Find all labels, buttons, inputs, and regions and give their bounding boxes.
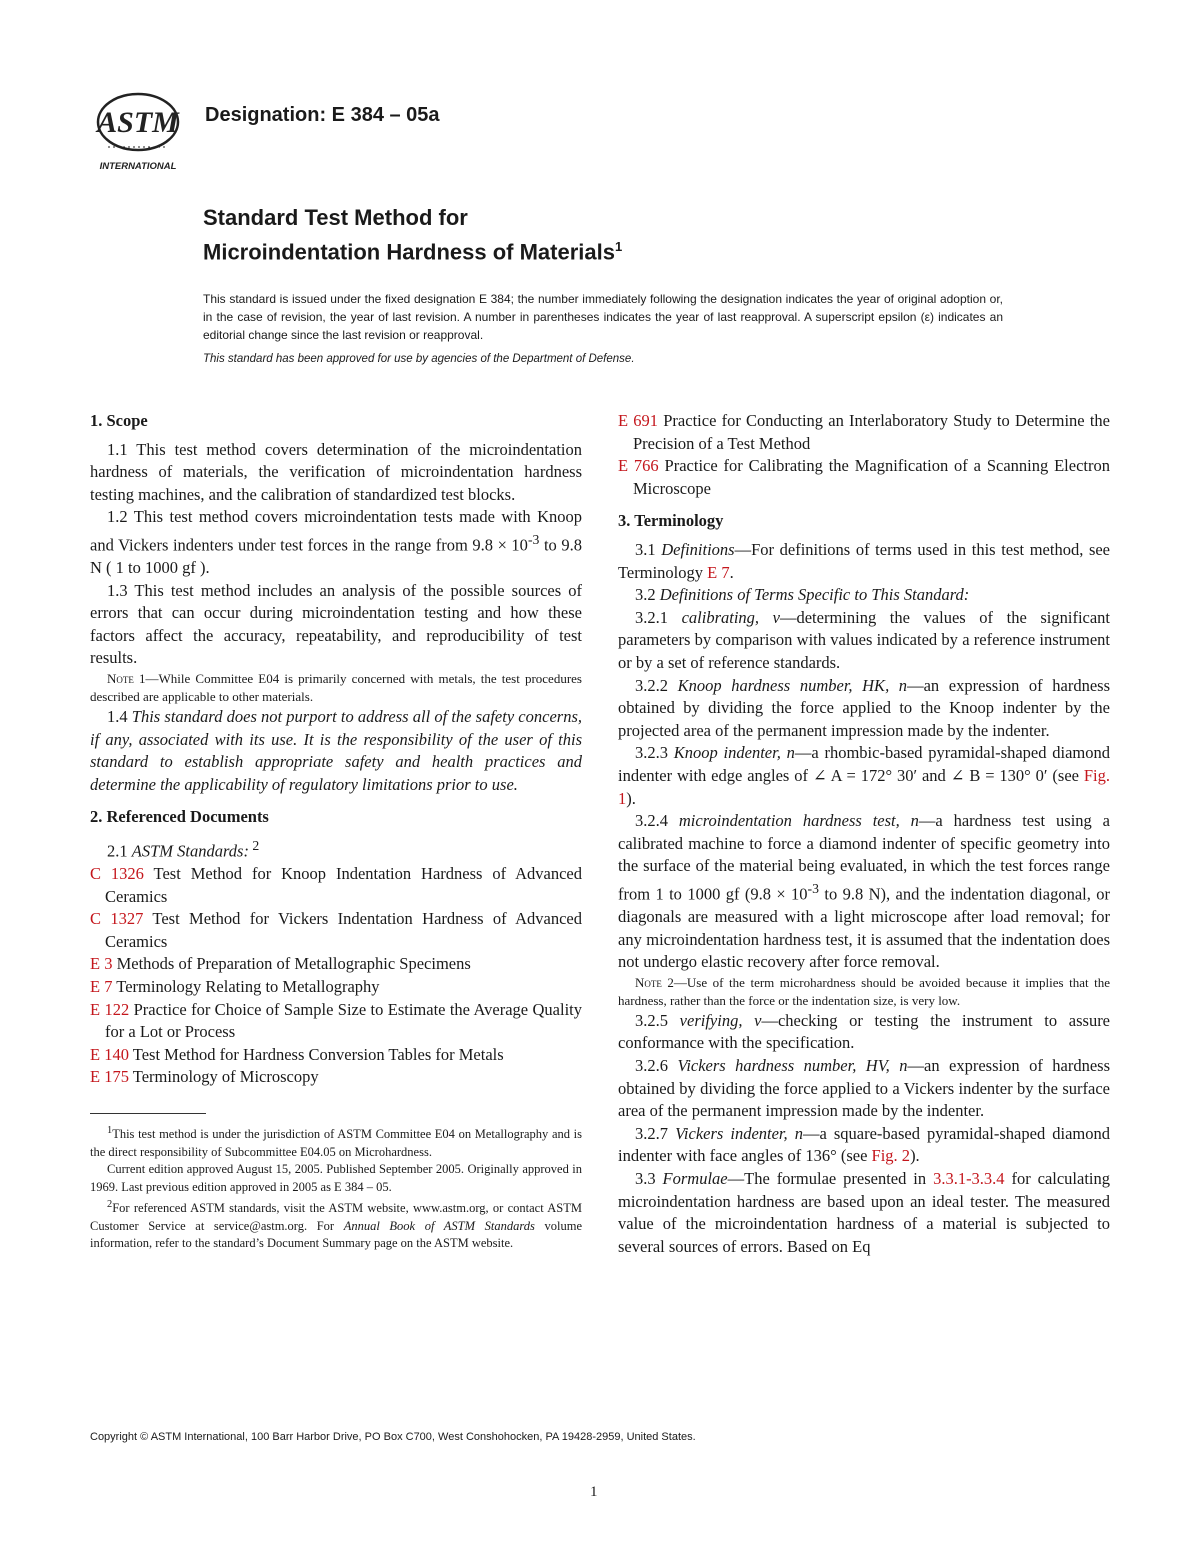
ref-link[interactable]: E 122: [90, 999, 130, 1019]
scope-heading-text: Scope: [106, 411, 148, 430]
terminology-heading-text: Terminology: [634, 511, 724, 531]
astm-standards-sub: [90, 835, 582, 863]
terminology-heading: [618, 510, 1110, 533]
footnote-1-mark: 1: [107, 1125, 113, 1137]
term-3-2-1-term: calibrating, v: [681, 607, 780, 627]
term-3-2-5: [618, 1010, 1110, 1055]
term-3-2-6-text: —an expression of hardness obtained by dividing the force applied to a Vickers indenter by the surface area of the permanent impression made by the indenter.: [618, 1055, 1111, 1121]
ref-link[interactable]: C 1326: [90, 864, 144, 884]
term-3-2-7-text: —a square-based pyramidal-shaped diamond indenter with face angles of 136° (see: [618, 1123, 1110, 1166]
ref-item: [90, 863, 582, 908]
section-3-3-link[interactable]: 3.3.1-3.3.4: [933, 1168, 1005, 1188]
footnote-1b: Current edition approved August 15, 2005. Published September 2005. Originally approved in 1969. Last previous edition approved in 2005 as E 384 – 05.: [90, 1162, 582, 1194]
note-2: [618, 974, 1110, 1010]
left-column: [90, 410, 582, 1253]
ref-item: [90, 1066, 582, 1089]
title-line2: Microindentation Hardness of Materials: [203, 239, 615, 265]
footnote-1-text: This test method is under the jurisdiction of ASTM Committee E04 on Metallography and is the direct responsibility of Subcommittee E04.05 on Microhardness.: [90, 1127, 582, 1159]
logo-text: ASTM: [97, 106, 179, 139]
ref-text: Terminology of Microscopy: [128, 1067, 319, 1087]
term-3-2-5-text: —checking or testing the instrument to assure conformance with the specification.: [618, 1010, 1111, 1053]
page-number: 1: [590, 1484, 598, 1500]
term-3-3-term: Formulae: [662, 1168, 728, 1188]
document-title: [203, 203, 622, 266]
footnote-divider: [90, 1113, 206, 1114]
astm-standards-num: 2.1: [107, 841, 132, 861]
term-3-3-end: for calculating microindentation hardness are based upon an ideal tester. The measured value of the microindentation hardness of a material is subjected to several sources of errors. Based on Eq: [618, 1168, 1111, 1256]
scope-1-2-b: to 9.8 N ( 1 to 1000 gf ).: [90, 535, 582, 578]
ref-text: Test Method for Vickers Indentation Hardness of Advanced Ceramics: [105, 909, 582, 951]
astm-standards-label: ASTM Standards:: [131, 841, 249, 861]
footnote-2-b: volume information, refer to the standard’s Document Summary page on the ASTM website.: [90, 1218, 583, 1251]
logo-subtext: INTERNATIONAL: [99, 161, 177, 172]
term-3-2-4-num: 3.2.4: [635, 811, 679, 831]
term-3-2-4-exp: -3: [807, 880, 820, 896]
ref-item: [618, 455, 1110, 500]
term-3-2-4: [618, 810, 1110, 974]
ref-text: Practice for Conducting an Interlaboratory Study to Determine the Precision of a Test Method: [633, 411, 1110, 453]
note-1: [90, 670, 582, 706]
term-3-2-7-end: ).: [910, 1146, 920, 1166]
footnote-2: [90, 1196, 582, 1253]
astm-standards-mark: 2: [248, 838, 260, 853]
term-3-2-1: [618, 607, 1110, 675]
term-3-2-1-text: —determining the values of the significant parameters by comparison with values indicated by a reference instrument or by a set of reference standards.: [618, 607, 1111, 672]
scope-1-4-text: This standard does not purport to address all of the safety concerns, if any, associated with its use. It is the responsibility of the user of this standard to establish appropriate safety and health practices and determine the applicability of regulatory limitations prior to use.: [90, 707, 582, 794]
footnote-1: [90, 1122, 582, 1161]
term-3-1-link[interactable]: E 7: [707, 562, 730, 582]
astm-logo: [90, 92, 190, 174]
title-footnote-mark: 1: [614, 239, 623, 254]
scope-1-2: [90, 506, 582, 579]
referenced-heading-text: Referenced Documents: [106, 807, 269, 827]
term-3-2-2-num: 3.2.2: [635, 675, 678, 695]
ref-item: [90, 976, 582, 999]
ref-item: [90, 999, 582, 1044]
term-3-1-term: Definitions: [661, 539, 735, 559]
referenced-heading: [90, 806, 582, 829]
dod-approval: This standard has been approved for use by agencies of the Department of Defense.: [203, 353, 635, 365]
term-3-2: [618, 584, 1110, 607]
ref-item: [618, 410, 1110, 455]
scope-1-2-a: 1.2 This test method covers microindentation tests made with Knoop and Vickers indenters under test forces in the range from 9.8 × 10: [90, 507, 582, 555]
ref-link[interactable]: E 766: [618, 456, 659, 476]
term-3-2-3: [618, 742, 1110, 810]
intro-text: This standard is issued under the fixed designation E 384; the number immediately following the designation indicates the year of original adoption or, in the case of revision, the year of last revision. A number in parentheses indicates the year of last reapproval. A superscript epsilon (ε) indicates an editorial change since the last revision or reapproval.: [203, 292, 1003, 342]
term-3-2-6-num: 3.2.6: [635, 1055, 678, 1075]
term-3-2-3-text: —a rhombic-based pyramidal-shaped diamond indenter with edge angles of ∠ A = 172° 30′ and ∠ B = 130° 0′ (see: [618, 743, 1111, 785]
copyright: Copyright © ASTM International, 100 Barr Harbor Drive, PO Box C700, West Conshohocken, PA 19428-2959, United States.: [90, 1431, 696, 1443]
ref-link[interactable]: E 140: [90, 1044, 129, 1064]
term-3-2-6: [618, 1055, 1110, 1123]
fig-2-link[interactable]: Fig. 2: [871, 1146, 911, 1166]
ref-link[interactable]: E 175: [90, 1067, 129, 1087]
term-3-1-end: .: [729, 562, 734, 582]
ref-link[interactable]: C 1327: [90, 909, 144, 929]
ref-link[interactable]: E 3: [90, 954, 113, 974]
term-3-2-4-text-b: to 9.8 N), and the indentation diagonal, or diagonals are measured with a light microscope after load removal; for any microindentation hardness test, it is assumed that the indentation does not undergo elastic recovery after force removal.: [618, 884, 1111, 972]
ref-text: Practice for Choice of Sample Size to Estimate the Average Quality for a Lot or Process: [105, 999, 582, 1042]
scope-1-4-num: 1.4: [107, 707, 132, 727]
term-3-2-4-text-a: —a hardness test using a calibrated machine to force a diamond indenter of specific geometry into the surface of the material being evaluated, in which the test forces range from 1 to 1000 gf (9.8 × 10: [618, 811, 1110, 904]
ref-item: [90, 908, 582, 953]
scope-heading-num: 1.: [90, 411, 103, 430]
term-3-1: [618, 539, 1110, 584]
footnote-2-mark: 2: [107, 1199, 113, 1211]
scope-1-3: 1.3 This test method includes an analysis of the possible sources of errors that can occur during microindentation testing and how these factors affect the accuracy, repeatability, and reproducibility of test results.: [90, 580, 582, 668]
ref-text: Test Method for Knoop Indentation Hardness of Advanced Ceramics: [105, 864, 582, 906]
term-3-2-7-term: Vickers indenter, n: [675, 1123, 803, 1143]
term-3-2-2-term: Knoop hardness number, HK, n: [677, 675, 908, 695]
ref-text: Terminology Relating to Metallography: [112, 977, 380, 997]
term-3-2-6-term: Vickers hardness number, HV, n: [677, 1055, 908, 1075]
fig-1-link[interactable]: Fig. 1: [618, 765, 1110, 808]
note-1-text: —While Committee E04 is primarily concerned with metals, the test procedures described are applicable to other materials.: [90, 671, 582, 705]
term-3-2-5-num: 3.2.5: [635, 1010, 680, 1030]
ref-text: Test Method for Hardness Conversion Tables for Metals: [128, 1044, 504, 1064]
referenced-heading-num: 2.: [90, 807, 103, 827]
term-3-2-7-num: 3.2.7: [635, 1123, 676, 1143]
term-3-2-3-term: Knoop indenter, n: [673, 743, 795, 763]
term-3-1-text: —For definitions of terms used in this test method, see Terminology: [618, 539, 1111, 582]
note-2-label: Note 2: [635, 974, 674, 990]
note-1-label: Note 1: [107, 671, 146, 687]
term-3-2-3-num: 3.2.3: [635, 743, 674, 763]
ref-item: [90, 953, 582, 976]
scope-1-2-exp: -3: [527, 531, 540, 547]
scope-1-4: [90, 706, 582, 796]
term-3-3: [618, 1168, 1110, 1258]
scope-heading: [90, 410, 582, 433]
ref-link[interactable]: E 691: [618, 411, 659, 430]
designation: Designation: E 384 – 05a: [205, 104, 440, 126]
title-line1: Standard Test Method for: [203, 205, 468, 230]
footnote-2-italic: Annual Book of ASTM Standards: [343, 1218, 535, 1233]
terminology-heading-num: 3.: [618, 511, 631, 531]
ref-text: Methods of Preparation of Metallographic Specimens: [112, 954, 471, 974]
term-3-2-1-num: 3.2.1: [635, 607, 682, 627]
note-2-text: —Use of the term microhardness should be avoided because it implies that the hardness, rather than the force or the indentation size, is very low.: [618, 974, 1110, 1008]
ref-item: [90, 1044, 582, 1067]
term-3-3-text: —The formulae presented in: [727, 1168, 934, 1188]
scope-1-1: 1.1 This test method covers determination of the microindentation hardness of materials, the verification of microindentation hardness testing machines, and the calibration of standardized test blocks.: [90, 439, 582, 504]
term-3-2-3-end: ).: [626, 788, 636, 808]
term-3-2-4-term: microindentation hardness test, n: [678, 811, 919, 831]
footnote-2-a: For referenced ASTM standards, visit the ASTM website, www.astm.org, or contact ASTM Customer Service at service@astm.org. For: [90, 1201, 582, 1233]
term-3-3-num: 3.3: [635, 1168, 663, 1188]
term-3-2-5-term: verifying, v: [679, 1010, 762, 1030]
term-3-2-2: [618, 675, 1110, 743]
term-3-2-2-text: —an expression of hardness obtained by dividing the force applied to the Knoop indenter by the projected area of the permanent impression made by the indenter.: [618, 675, 1111, 740]
term-3-2-num: 3.2: [635, 585, 660, 605]
term-3-2-7: [618, 1123, 1110, 1168]
term-3-1-num: 3.1: [635, 539, 662, 559]
term-3-2-text: Definitions of Terms Specific to This Standard:: [659, 585, 970, 605]
right-column: [618, 410, 1110, 1258]
ref-link[interactable]: E 7: [90, 977, 113, 997]
ref-text: Practice for Calibrating the Magnification of a Scanning Electron Microscope: [633, 456, 1110, 498]
